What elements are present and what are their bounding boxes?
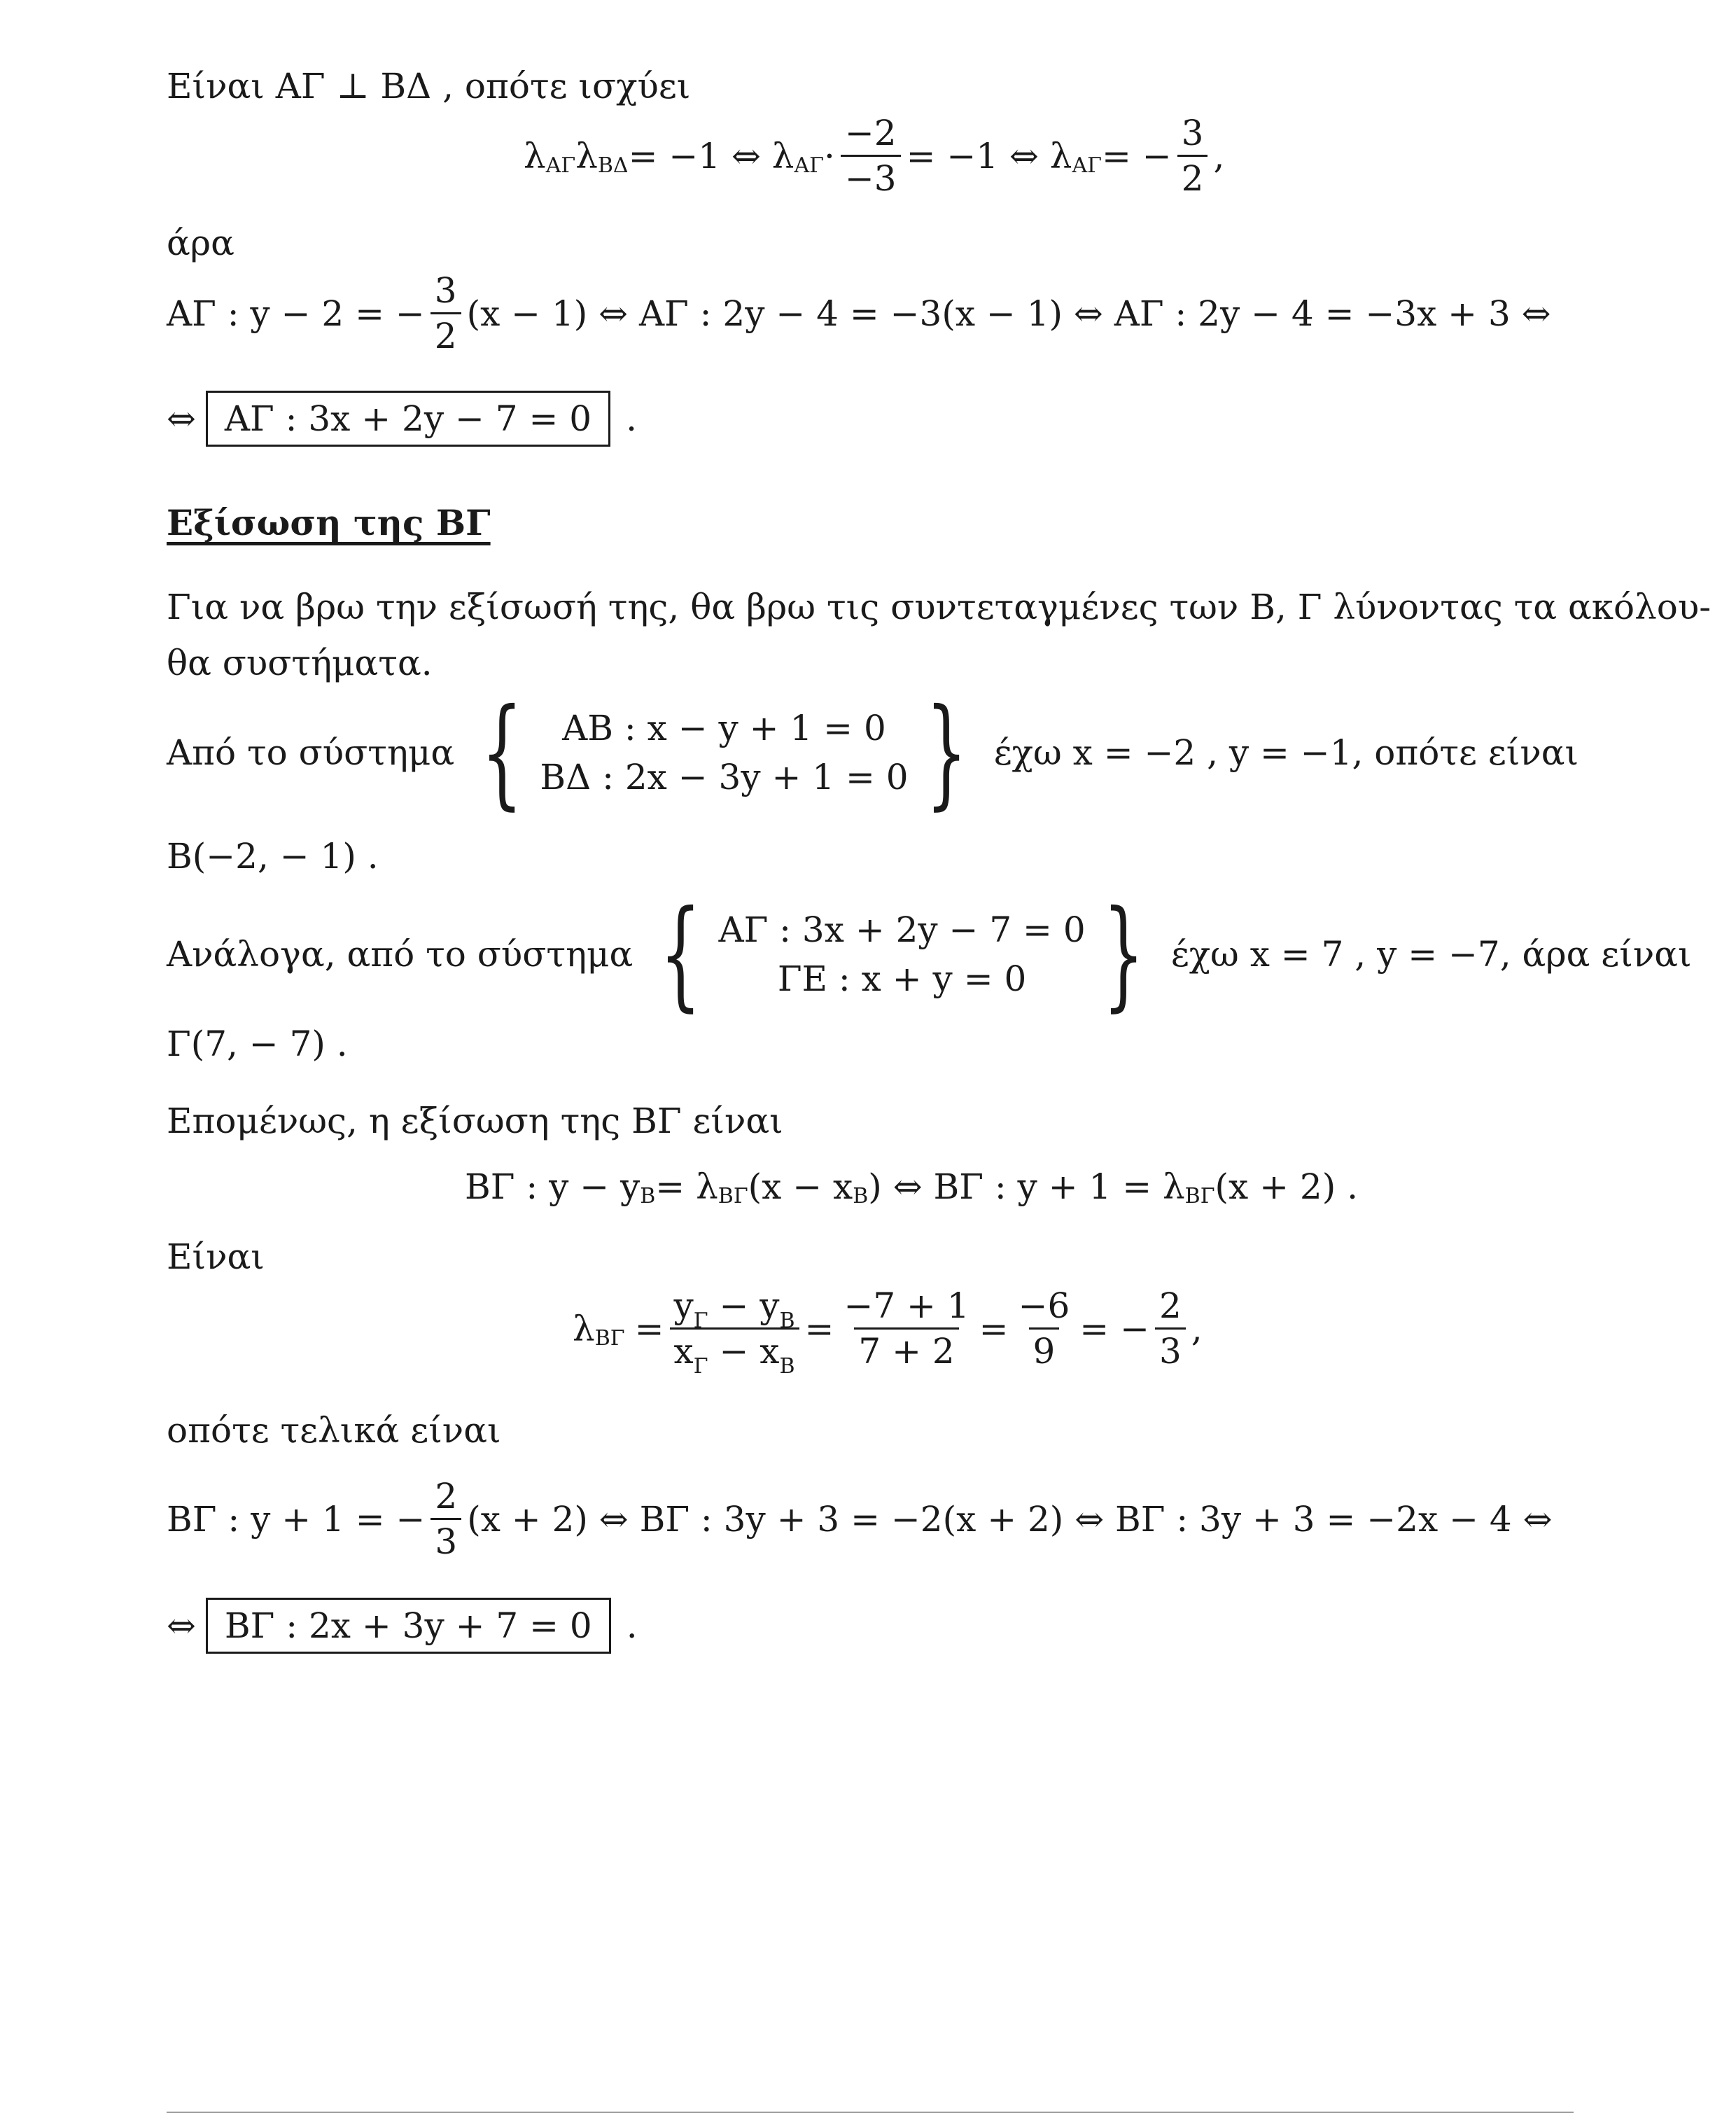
bg-general-equation: ΒΓ : y − y Β = λ ΒΓ (x − x Β ) ⇔ ΒΓ : y + 1 = λ ΒΓ (x + 2) . xyxy=(465,1166,1359,1208)
boxed-answer: ΒΓ : 2x + 3y + 7 = 0 xyxy=(206,1598,611,1654)
fraction: $\frac{2}{3}$ xyxy=(1155,1288,1186,1369)
fraction: $\frac{2}{3}$ xyxy=(430,1479,461,1559)
bg-derivation: ΒΓ : y + 1 = − $\frac{2}{3}$ (x + 2) ⇔ ΒΓ : 3y + 3 = −2(x + 2) ⇔ ΒΓ : 3y + 3 = −2x − 4 ⇔ xyxy=(167,1476,1553,1562)
point-b: Β(−2, − 1) . xyxy=(167,836,379,877)
ag-result: ⇔ ΑΓ : 3x + 2y − 7 = 0 . xyxy=(167,391,637,447)
fraction: $\frac{y_\Gamma - y_B}{x_\Gamma - x_B}$ xyxy=(669,1288,799,1369)
fraction: $\frac{-6}{9}$ xyxy=(1018,1285,1070,1372)
fraction: $\frac{-2}{-3}$ xyxy=(841,116,901,196)
left-brace-icon: { xyxy=(659,885,702,1024)
ag-derivation: ΑΓ : y − 2 = − $\frac{3}{2}$ (x − 1) ⇔ ΑΓ : 2y − 4 = −3(x − 1) ⇔ ΑΓ : 2y − 4 = −3x + 3 ⇔ xyxy=(167,270,1551,356)
fraction: $\frac{3}{2}$ xyxy=(1177,116,1208,196)
einai-word: Είναι xyxy=(167,1236,265,1277)
right-brace-icon: } xyxy=(1102,885,1144,1024)
intro-line: Είναι ΑΓ ⊥ ΒΔ , οπότε ισχύει xyxy=(167,66,691,106)
fraction: $\frac{-7 + 1}{7 + 2}$ xyxy=(844,1285,969,1372)
slope-equation-1: λ ΑΓ λ ΒΔ = −1 ⇔ λ ΑΓ · $\frac{-2}{-3}$ = −1 ⇔ λ ΑΓ = − $\frac{3}{2}$ , xyxy=(524,113,1225,199)
fraction: $\frac{3}{2}$ xyxy=(430,273,461,354)
point-g: Γ(7, − 7) . xyxy=(167,1024,348,1064)
left-brace-icon: { xyxy=(481,683,524,822)
system-1: Από το σύστημα { ΑΒ : x − y + 1 = 0 ΒΔ : 2x − 3y + 1 = 0 } έχω x = −2 , y = −1, οπότε είναι xyxy=(167,683,1579,822)
right-brace-icon: } xyxy=(925,683,967,822)
ara-word: άρα xyxy=(167,223,234,263)
paragraph-line-1: Για να βρω την εξίσωσή της, θα βρω τις συντεταγμένες των Β, Γ λύνοντας τα ακόλου- xyxy=(167,587,1712,627)
paragraph-3: οπότε τελικά είναι xyxy=(167,1410,501,1451)
bg-result: ⇔ ΒΓ : 2x + 3y + 7 = 0 . xyxy=(167,1598,638,1654)
boxed-answer: ΑΓ : 3x + 2y − 7 = 0 xyxy=(206,391,610,447)
section-heading: Εξίσωση της ΒΓ xyxy=(167,502,491,543)
system-2: Ανάλογα, από το σύστημα { ΑΓ : 3x + 2y − 7 = 0 ΓΕ : x + y = 0 } έχω x = 7 , y = −7, άρα είναι xyxy=(167,885,1692,1024)
paragraph-2: Επομένως, η εξίσωση της ΒΓ είναι xyxy=(167,1101,783,1141)
slope-bg-computation: λ ΒΓ = $\frac{y_\Gamma - y_B}{x_\Gamma - x_B}$ = $\frac{-7 + 1}{7 + 2}$ = $\frac{-6}{9}$ = − $\frac{2}{3}$ , xyxy=(573,1285,1203,1379)
paragraph-line-2: θα συστήματα. xyxy=(167,643,433,683)
